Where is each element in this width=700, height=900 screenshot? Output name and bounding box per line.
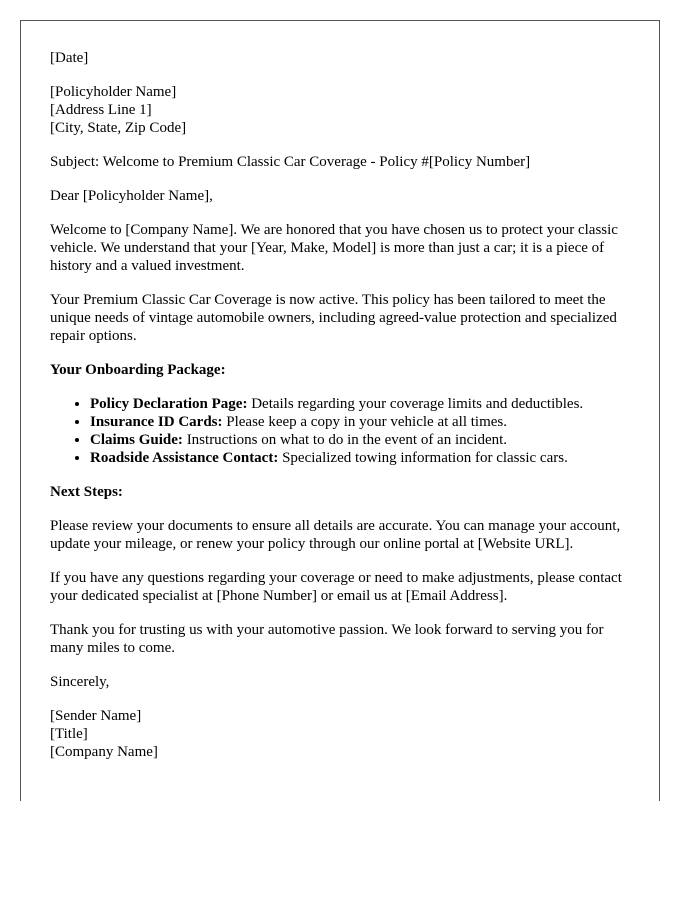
list-item-term: Roadside Assistance Contact: [90,450,279,466]
sender-title: [Title] [50,726,88,742]
recipient-city-state-zip: [City, State, Zip Code] [50,120,187,136]
onboarding-list [50,395,640,467]
questions-paragraph: If you have any questions regarding your coverage or need to make adjustments, please contact your dedicated specialist at [Phone Number] or email us at [Email Address]. [50,570,622,604]
letter-salutation: Dear [Policyholder Name], [50,188,213,204]
list-item [90,449,640,467]
letter-closing: Sincerely, [50,674,110,690]
recipient-address [50,83,640,137]
next-steps-heading: Next Steps: [50,484,123,500]
list-item-term: Insurance ID Cards: [90,414,223,430]
sender-company: [Company Name] [50,744,158,760]
thanks-paragraph: Thank you for trusting us with your automotive passion. We look forward to serving you for many miles to come. [50,622,604,656]
letter-subject: Subject: Welcome to Premium Classic Car Coverage - Policy #[Policy Number] [50,154,531,170]
signature-block [50,707,640,761]
sender-name: [Sender Name] [50,708,142,724]
list-item-term: Claims Guide: [90,432,183,448]
list-item-text: Specialized towing information for classic cars. [278,450,568,466]
recipient-name: [Policyholder Name] [50,84,177,100]
recipient-address-line: [Address Line 1] [50,102,152,118]
review-paragraph: Please review your documents to ensure all details are accurate. You can manage your account, update your mileage, or renew your policy through our online portal at [Website URL]. [50,518,621,552]
letter-page [20,20,660,801]
coverage-paragraph: Your Premium Classic Car Coverage is now active. This policy has been tailored to meet the unique needs of vintage automobile owners, including agreed-value protection and specialized repair options. [50,292,617,344]
letter-body [50,49,640,777]
list-item [90,431,640,449]
list-item [90,413,640,431]
list-item-text: Details regarding your coverage limits and deductibles. [247,396,584,412]
list-item [90,395,640,413]
list-item-text: Please keep a copy in your vehicle at all times. [222,414,508,430]
list-item-term: Policy Declaration Page: [90,396,248,412]
onboarding-heading: Your Onboarding Package: [50,362,226,378]
letter-date: [Date] [50,50,89,66]
list-item-text: Instructions on what to do in the event of an incident. [182,432,508,448]
intro-paragraph: Welcome to [Company Name]. We are honored that you have chosen us to protect your classic vehicle. We understand that your [Year, Make, Model] is more than just a car; it is a piece of history and a valued investment. [50,222,618,274]
